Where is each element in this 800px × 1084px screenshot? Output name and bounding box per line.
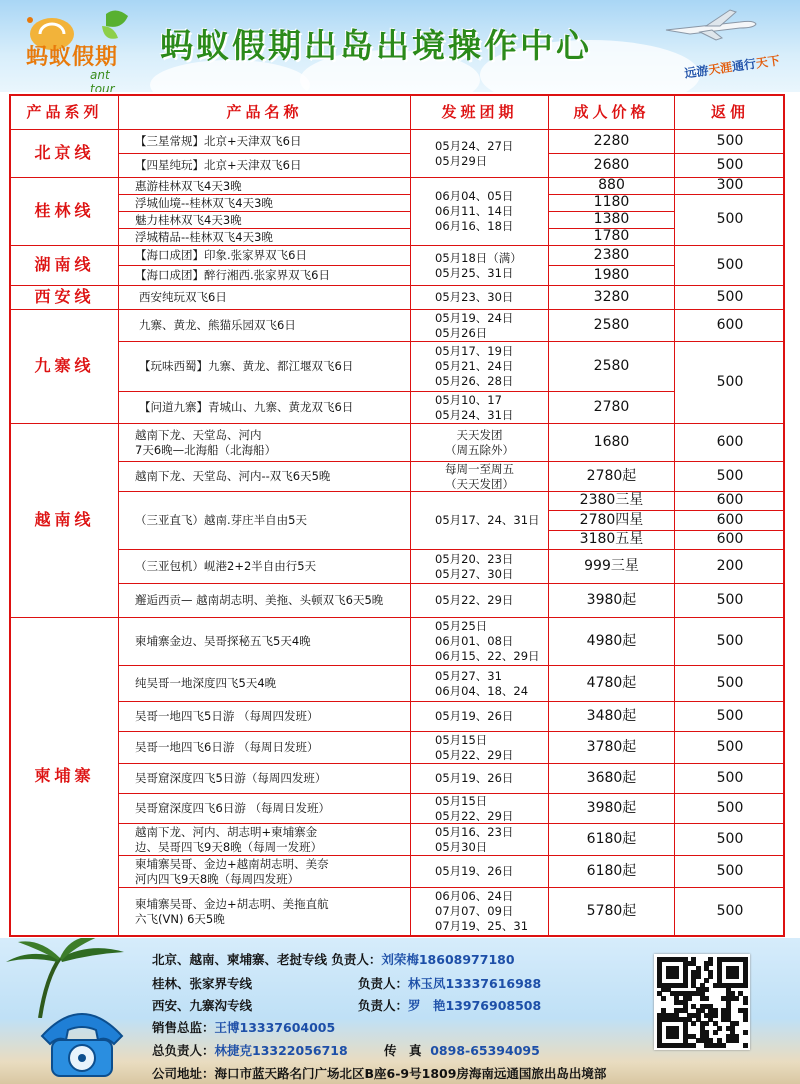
product-name: 柬埔寨金边、吴哥探秘五飞5天4晚 [119,618,411,666]
adult-price: 1780 [549,229,675,246]
product-name: 邂逅西贡— 越南胡志明、美拖、头顿双飞6天5晚 [119,584,411,618]
product-name: 吴哥一地四飞6日游 （每周日发班） [119,732,411,764]
departure-dates: 05月17、24、31日 [411,492,549,550]
contact-line-3 [152,996,252,1014]
adult-price: 3980起 [549,794,675,824]
qr-module [734,974,739,979]
adult-price: 3180五星 [549,531,675,550]
product-name: 吴哥一地四飞5日游 （每周四发班） [119,702,411,732]
product-name: 【海口成团】印象.张家界双飞6日 [119,246,411,266]
rebate: 500 [675,286,785,310]
airplane-icon [660,6,760,46]
adult-price: 6180起 [549,824,675,856]
adult-price: 3480起 [549,702,675,732]
contact-person: 罗 艳13976908508 [408,998,542,1013]
adult-price: 2580 [549,342,675,392]
adult-price: 2380三星 [549,492,675,511]
departure-dates: 05月19、26日 [411,856,549,888]
adult-price: 3980起 [549,584,675,618]
departure-dates: 05月17、19日 05月21、24日 05月26、28日 [411,342,549,392]
rebate: 500 [675,246,785,286]
qr-module [743,1030,748,1035]
page-title: 蚂蚁假期出岛出境操作中心 [160,26,592,65]
product-name: （三亚直飞）越南.芽庄半自由5天 [119,492,411,550]
contact-route: 北京、越南、柬埔寨、老挝专线 负责人： [152,952,382,967]
rebate: 500 [716,902,744,919]
qr-module [743,1017,748,1022]
rebate: 200 [675,550,785,584]
rebate: 500 [675,462,785,492]
departure-dates: 06月06、24日 07月07、09日 07月19、25、31 [411,888,549,935]
adult-price: 3680起 [549,764,675,794]
page-header [0,0,800,92]
rebate: 500 [675,584,785,618]
company-address: 海口市蓝天路名门广场北区B座6-9号1809房海南远通国旅出岛出境部 [214,1066,607,1081]
departure-dates: 05月19、24日 05月26日 [411,310,549,342]
product-name: 【问道九寨】青城山、九寨、黄龙双飞6日 [119,392,411,424]
departure-dates: 05月22、29日 [411,584,549,618]
header-series: 产品系列 [11,96,119,130]
adult-price: 6180起 [549,856,675,888]
adult-price: 3280 [549,286,675,310]
departure-dates: 05月19、26日 [411,764,549,794]
departure-dates: 每周一至周五 （天天发团） [411,462,549,492]
qr-module [708,961,713,966]
adult-price: 880 [549,178,675,195]
contact-person: 王博13337604005 [214,1020,336,1035]
product-name: 西安纯玩双飞6日 [119,286,411,310]
qr-module [704,978,709,983]
product-name: 惠游桂林双飞4天3晚 [119,178,411,195]
qr-module [713,1013,718,1018]
address-line [152,1064,606,1082]
qr-module [687,996,692,1001]
qr-code [654,954,750,1050]
contact-line-2 [152,974,252,992]
contact-label: 负责人： [358,998,409,1013]
product-name: 吴哥窟深度四飞6日游 （每周日发班） [119,794,411,824]
adult-price: 2680 [549,154,675,178]
contact-person: 林捷克13322056718 [214,1043,348,1058]
product-name: 九寨、黄龙、熊猫乐园双飞6日 [119,310,411,342]
qr-module [704,1021,709,1026]
rebate: 600 [675,424,785,462]
rebate: 500 [675,618,785,666]
series-hunan: 湖南线 [11,246,119,286]
product-name: 【玩味西蜀】九寨、黄龙、都江堰双飞6日 [119,342,411,392]
departure-dates: 05月20、23日 05月27、30日 [411,550,549,584]
qr-module [717,1026,722,1031]
rebate: 600 [675,531,785,550]
qr-module [674,974,679,979]
product-name: 【四星纯玩】北京+天津双飞6日 [119,154,411,178]
departure-dates: 05月10、17 05月24、31日 [411,392,549,424]
qr-module [661,996,666,1001]
rebate: 500 [675,154,785,178]
departure-dates: 05月23、30日 [411,286,549,310]
departure-dates: 05月24、27日 05月29日 [411,130,549,178]
adult-price: 1180 [549,195,675,212]
adult-price: 4980起 [549,618,675,666]
slogan-part: 天涯 [707,60,734,78]
adult-price: 999三星 [549,550,675,584]
slogan-part: 通行 [731,56,757,74]
departure-dates: 05月16、23日 05月30日 [411,824,549,856]
telephone-icon [34,996,130,1080]
header-dates: 发班团期 [411,96,549,130]
qr-module [734,1038,739,1043]
rebate: 500 [675,342,785,424]
rebate: 300 [675,178,785,195]
logo-chinese-text: 蚂蚁假期 [26,45,119,70]
rebate: 500 [675,195,785,246]
logo-english-text: ant tour [90,68,115,92]
sales-director-line [152,1018,335,1036]
header-name: 产品名称 [119,96,411,130]
qr-module [721,1043,726,1048]
qr-module [743,1043,748,1048]
product-name: 【海口成团】醉行湘西.张家界双飞6日 [119,266,411,286]
product-table [9,94,785,937]
adult-price: 2380 [549,246,675,266]
qr-module [704,996,709,1001]
departure-dates: 天天发团 （周五除外） [411,424,549,462]
product-name: 越南下龙、天堂岛、河内--双飞6天5晚 [119,462,411,492]
adult-price: 1380 [549,212,675,229]
fax-label: 传 真 [384,1043,422,1058]
departure-dates: 05月19、26日 [411,702,549,732]
adult-price: 4780起 [549,666,675,702]
adult-price: 2780四星 [549,511,675,531]
rebate: 500 [675,794,785,824]
qr-module [674,1034,679,1039]
product-name: 越南下龙、天堂岛、河内 7天6晚—北海船（北海船） [119,424,411,462]
contact-line-3b [358,996,541,1014]
adult-price: 1980 [549,266,675,286]
adult-price: 2580 [549,310,675,342]
series-cambodia: 柬埔寨 [11,618,119,935]
contact-line-2b [358,974,541,992]
rebate: 500 [675,130,785,154]
contact-route: 桂林、张家界专线 [152,976,253,991]
contact-footer [0,938,800,1084]
rebate: 500 [675,666,785,702]
product-name: 浮城精品--桂林双飞4天3晚 [119,229,411,246]
adult-price: 5780起 [549,888,675,935]
qr-module [691,1043,696,1048]
qr-module [743,983,748,988]
rebate: 500 [675,764,785,794]
qr-module [704,987,709,992]
general-manager-line [152,1041,348,1059]
departure-dates: 05月15日 05月22、29日 [411,794,549,824]
departure-dates: 05月27、31 06月04、18、24 [411,666,549,702]
slogan [683,51,780,81]
fax-number: 0898-65394095 [430,1043,540,1058]
adult-price: 3780起 [549,732,675,764]
qr-module [734,996,739,1001]
qr-module [708,974,713,979]
departure-dates: 05月18日（满） 05月25、31日 [411,246,549,286]
product-name: 【三星常规】北京+天津双飞6日 [119,130,411,154]
rebate: 500 [675,824,785,856]
departure-dates: 06月04、05日 06月11、14日 06月16、18日 [411,178,549,246]
product-name: （三亚包机）岘港2+2半自由行5天 [119,550,411,584]
product-name: 柬埔寨吴哥、金边+胡志明、美拖直航 六飞(VN) 6天5晚 [119,888,411,935]
product-name: 纯吴哥一地深度四飞5天4晚 [119,666,411,702]
ant-tour-logo [6,4,136,92]
slogan-part: 远游 [683,63,710,81]
header-price: 成人价格 [549,96,675,130]
product-name: 魅力桂林双飞4天3晚 [119,212,411,229]
adult-price: 1680 [549,424,675,462]
slogan-part: 天下 [754,53,781,71]
product-name: 浮城仙境--桂林双飞4天3晚 [119,195,411,212]
contact-label: 负责人： [358,976,409,991]
series-xian: 西安线 [11,286,119,310]
address-label: 公司地址： [152,1066,215,1081]
product-name: 吴哥窟深度四飞5日游（每周四发班） [119,764,411,794]
series-jiuzhai: 九寨线 [11,310,119,424]
product-name: 越南下龙、河内、胡志明+柬埔寨金 边、吴哥四飞9天8晚（每周一发班） [119,824,411,856]
adult-price: 2780起 [549,462,675,492]
rebate: 500 [675,702,785,732]
rebate: 600 [675,511,785,531]
departure-dates: 05月25日 06月01、08日 06月15、22、29日 [411,618,549,666]
rebate: 500 [675,732,785,764]
fax-line [384,1041,540,1059]
contact-person: 刘荣梅18608977180 [381,952,515,967]
series-guilin: 桂林线 [11,178,119,246]
qr-module [734,1021,739,1026]
qr-module [743,1000,748,1005]
series-vietnam: 越南线 [11,424,119,618]
adult-price: 2280 [549,130,675,154]
series-beijing: 北京线 [11,130,119,178]
rebate: 500 [675,856,785,888]
contact-person: 林玉凤13337616988 [408,976,542,991]
rebate: 600 [675,492,785,511]
qr-module [683,983,688,988]
departure-dates: 05月15日 05月22、29日 [411,732,549,764]
contact-line-1 [152,950,515,968]
contact-route: 西安、九寨沟专线 [152,998,253,1013]
contact-label: 销售总监： [152,1020,215,1035]
rebate: 600 [675,310,785,342]
qr-module [713,1030,718,1035]
contact-label: 总负责人： [152,1043,215,1058]
adult-price: 2780 [549,392,675,424]
header-rebate: 返佣 [675,96,785,130]
product-name: 柬埔寨吴哥、金边+越南胡志明、美奈 河内四飞9天8晚（每周四发班） [119,856,411,888]
qr-module [691,1021,696,1026]
qr-module [696,974,701,979]
